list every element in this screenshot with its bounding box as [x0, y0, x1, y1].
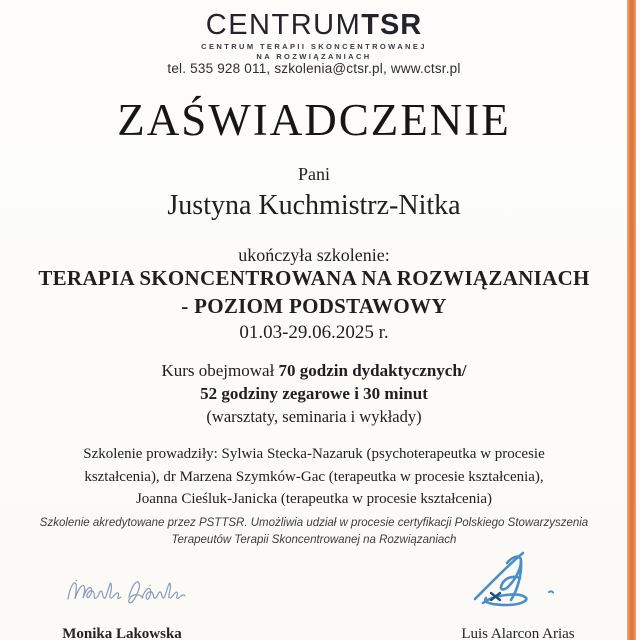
trainers-paragraph	[0, 443, 628, 511]
completion-text: ukończyła szkolenie:	[238, 245, 390, 265]
logo-tagline-line1: CENTRUM TERAPII SKONCENTROWANEJ	[201, 42, 427, 51]
signatory-name-left: Monika Lakowska	[62, 626, 182, 640]
hours-didactic: 70 godzin dydaktycznych/	[278, 361, 467, 380]
trainers-line: kształcenia), dr Marzena Szymków-Gac (terapeutka w procesie kształcenia),	[84, 468, 544, 485]
accreditation-line: Terapeutów Terapii Skoncentrowanej na Rozwiązaniach	[171, 534, 457, 546]
signatory-name-right: Luis Alarcon Arias	[461, 626, 575, 640]
course-hours-line2: 52 godziny zegarowe i 30 minut	[200, 384, 428, 403]
logo-centrum-tsr	[0, 9, 628, 42]
signature-luis-alarcon-arias	[463, 547, 575, 615]
logo-text-tsr: TSR	[361, 9, 423, 41]
salutation: Pani	[297, 164, 330, 184]
course-hours-line1	[0, 361, 628, 381]
hours-prefix: Kurs obejmował	[161, 361, 279, 380]
trainers-line: Szkolenie prowadziły: Sylwia Stecka-Nazaruk (psychoterapeutka w procesie	[83, 446, 545, 462]
right-accent-stripe	[627, 0, 636, 640]
certificate-title: ZAŚWIADCZENIE	[117, 95, 511, 145]
course-hours-detail: (warsztaty, seminaria i wykłady)	[206, 407, 422, 426]
signature-monika-lakowska	[63, 571, 203, 611]
trainers-line: Joanna Cieśluk-Janicka (terapeutka w procesie kształcenia)	[135, 491, 493, 507]
course-title-line2: - POZIOM PODSTAWOWY	[181, 294, 447, 318]
contact-info: tel. 535 928 011, szkolenia@ctsr.pl, www.ctsr.pl	[167, 61, 461, 76]
accreditation-note	[0, 515, 628, 549]
logo-text-centrum: CENTRUM	[205, 9, 362, 41]
recipient-name: Justyna Kuchmistrz-Nitka	[167, 190, 461, 221]
accreditation-line: Szkolenie akredytowane przez PSTTSR. Umożliwia udział w procesie certyfikacji Polskiego Stowarzyszenia	[39, 517, 589, 529]
logo-tagline-line2: NA ROZWIĄZANIACH	[256, 52, 372, 61]
course-date-range: 01.03-29.06.2025 r.	[239, 322, 389, 343]
course-title-line1: TERAPIA SKONCENTROWANA NA ROZWIĄZANIACH	[38, 266, 590, 290]
